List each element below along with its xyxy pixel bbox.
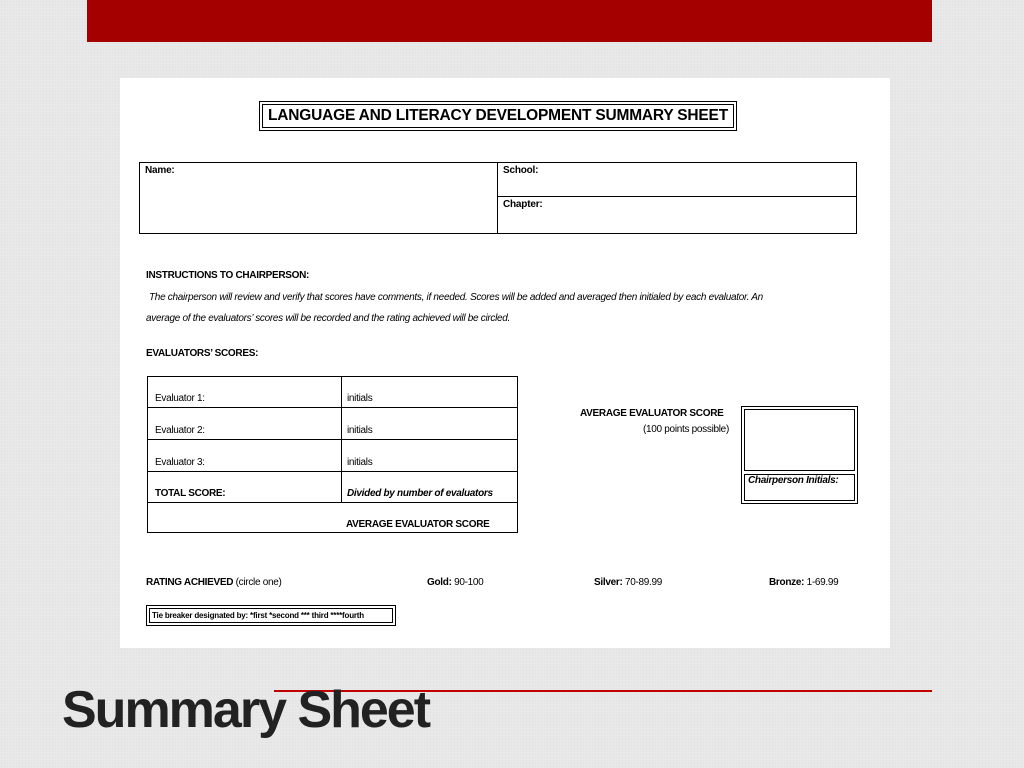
instructions-heading: INSTRUCTIONS TO CHAIRPERSON: bbox=[146, 270, 310, 281]
info-table bbox=[139, 162, 857, 234]
name-label: Name: bbox=[145, 165, 175, 176]
chairperson-initials-label: Chairperson Initials: bbox=[748, 475, 839, 486]
rating-achieved bbox=[146, 577, 282, 588]
evaluator-2-label: Evaluator 2: bbox=[155, 425, 205, 436]
gold-label: Gold: bbox=[427, 577, 452, 588]
document-title: LANGUAGE AND LITERACY DEVELOPMENT SUMMARY SHEET bbox=[259, 101, 737, 131]
average-score-heading: AVERAGE EVALUATOR SCORE bbox=[580, 408, 724, 419]
tie-breaker-note: Tie breaker designated by: *first *second *** third ****fourth bbox=[146, 605, 396, 626]
instructions-line-1: The chairperson will review and verify that scores have comments, if needed. Scores will be added and averaged then initialed by each evaluator. An bbox=[149, 292, 763, 303]
average-score-field[interactable] bbox=[744, 409, 855, 471]
evaluator-1-initials[interactable]: initials bbox=[347, 393, 373, 404]
row-divider bbox=[148, 471, 517, 472]
bronze-range: 1-69.99 bbox=[806, 577, 839, 588]
evaluators-heading: EVALUATORS’ SCORES: bbox=[146, 348, 259, 359]
school-field[interactable] bbox=[498, 163, 856, 197]
bronze-rating[interactable] bbox=[769, 577, 838, 588]
evaluator-scores-table bbox=[147, 376, 518, 533]
chapter-label: Chapter: bbox=[503, 199, 543, 210]
rating-achieved-label: RATING ACHIEVED bbox=[146, 577, 234, 588]
rating-achieved-note: (circle one) bbox=[235, 577, 282, 588]
average-evaluator-score-label: AVERAGE EVALUATOR SCORE bbox=[346, 519, 490, 530]
evaluator-3-label: Evaluator 3: bbox=[155, 457, 205, 468]
slide-title: Summary Sheet bbox=[62, 681, 430, 739]
bronze-label: Bronze: bbox=[769, 577, 805, 588]
summary-sheet-document bbox=[120, 78, 890, 648]
top-accent-bar bbox=[87, 0, 932, 42]
total-score-label: TOTAL SCORE: bbox=[155, 488, 226, 499]
name-field[interactable] bbox=[140, 163, 498, 233]
divided-by-label: Divided by number of evaluators bbox=[347, 488, 493, 499]
school-label: School: bbox=[503, 165, 539, 176]
evaluator-2-initials[interactable]: initials bbox=[347, 425, 373, 436]
row-divider bbox=[148, 439, 517, 440]
instructions-line-2: average of the evaluators’ scores will be recorded and the rating achieved will be circled. bbox=[146, 313, 511, 324]
chapter-field[interactable] bbox=[498, 197, 856, 233]
silver-label: Silver: bbox=[594, 577, 623, 588]
points-possible-note: (100 points possible) bbox=[643, 424, 729, 435]
gold-range: 90-100 bbox=[454, 577, 484, 588]
evaluator-1-label: Evaluator 1: bbox=[155, 393, 205, 404]
average-score-box bbox=[741, 406, 858, 504]
row-divider bbox=[148, 502, 517, 503]
silver-range: 70-89.99 bbox=[624, 577, 663, 588]
silver-rating[interactable] bbox=[594, 577, 662, 588]
evaluator-3-initials[interactable]: initials bbox=[347, 457, 373, 468]
gold-rating[interactable] bbox=[427, 577, 483, 588]
row-divider bbox=[148, 407, 517, 408]
